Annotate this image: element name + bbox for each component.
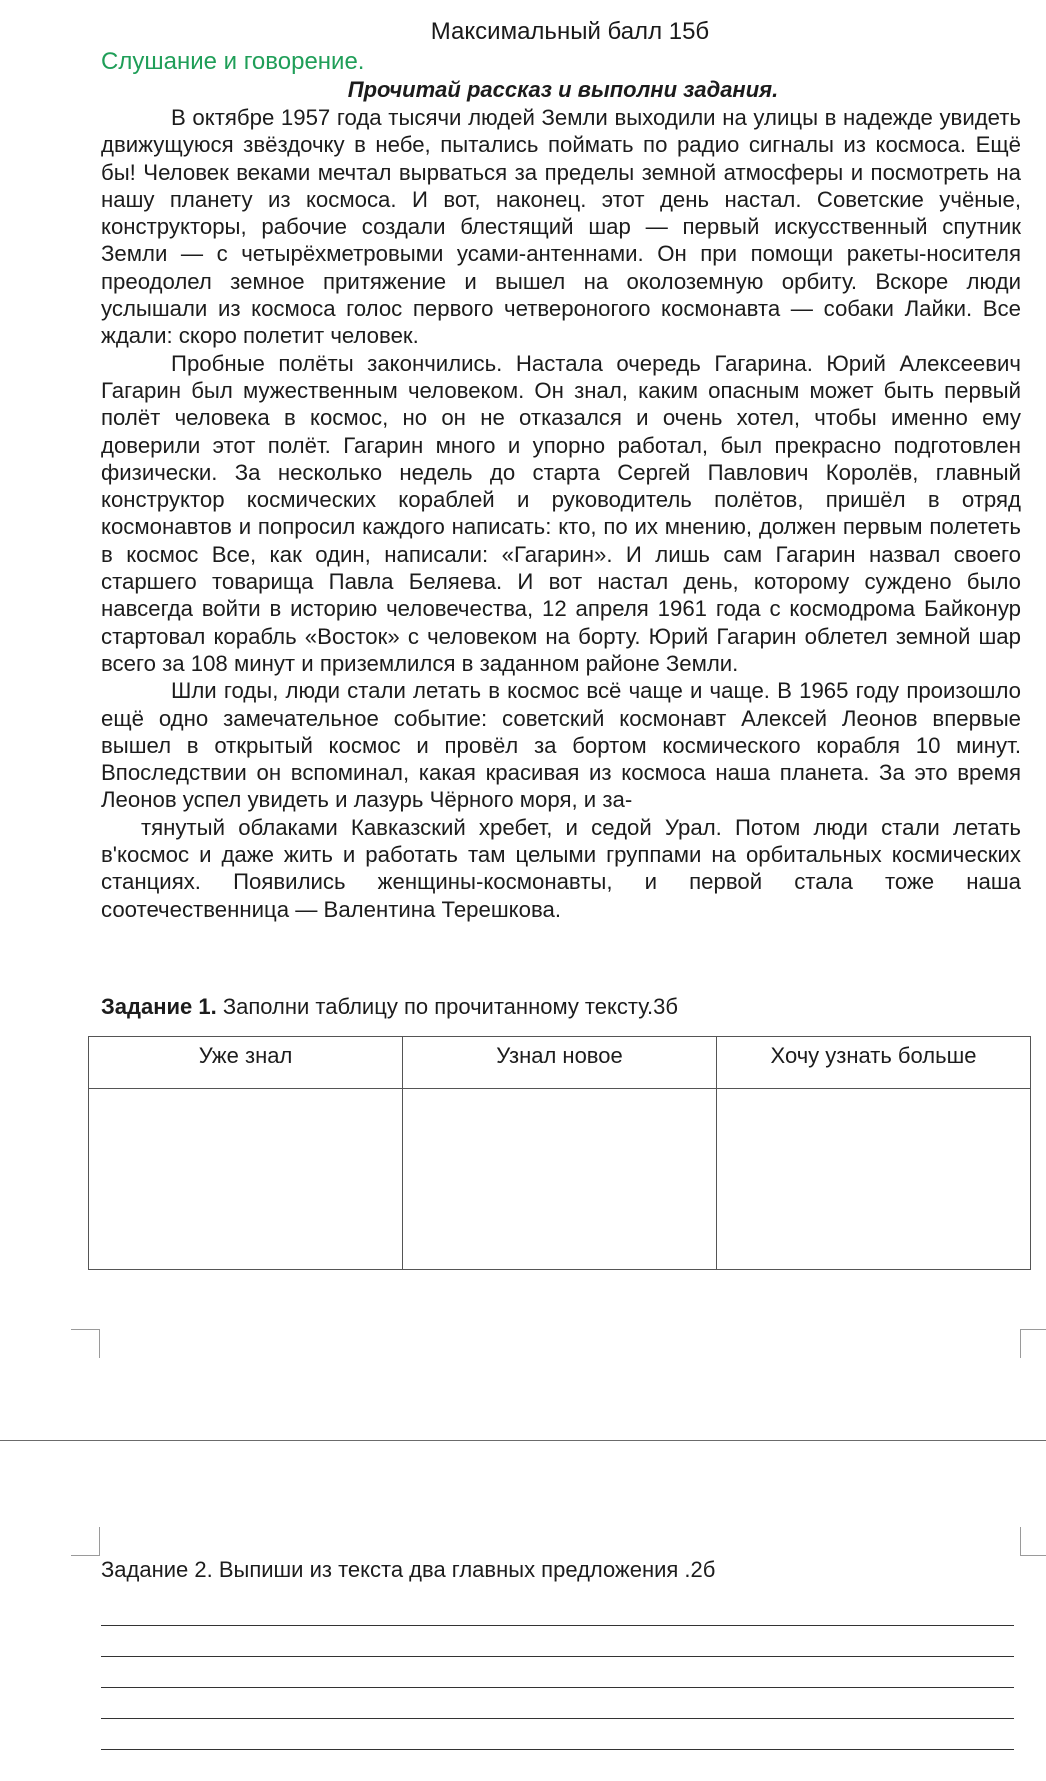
margin-corner-mark — [71, 1527, 100, 1556]
table-cell-want[interactable] — [717, 1089, 1031, 1270]
margin-corner-mark — [1020, 1527, 1046, 1556]
answer-line[interactable] — [101, 1718, 1014, 1719]
kwl-table — [88, 1036, 1031, 1270]
task1-heading — [101, 994, 678, 1020]
story-paragraph: тянутый облаками Кавказский хребет, и седой Урал. Потом люди стали летать в'космос и даже жить и работать там целыми группами на орбитальных космических станциях. Появились женщины-космонавты, и первой стала тоже наша соотечественница — Валентина Терешкова. — [101, 814, 1021, 922]
answer-line[interactable] — [101, 1749, 1014, 1750]
story-paragraph: В октябре 1957 года тысячи людей Земли выходили на улицы в надежде увидеть движущуюся звёздочку в небе, пытались поймать по радио сигналы из космоса. Ещё бы! Человек веками мечтал вырваться за пределы земной атмосферы и посмотреть на нашу планету из космоса. И вот, наконец. этот день настал. Советские учёные, конструкторы, рабочие создали блестящий шар — первый искусственный спутник Земли — с четырёхметровыми усами-антеннами. Он при помощи ракеты-носителя преодолел земное притяжение и вышел на околоземную орбиту. Вскоре люди услышали из космоса голос первого четвероногого космонавта — собаки Лайки. Все ждали: скоро полетит человек. — [101, 105, 1021, 349]
max-score-title: Максимальный балл 15б — [430, 18, 710, 45]
section-heading: Слушание и говорение. — [101, 48, 365, 75]
column-header-learned: Узнал новое — [403, 1037, 717, 1089]
story-text — [101, 104, 1021, 923]
page-break-line — [0, 1440, 1046, 1441]
table-cell-learned[interactable] — [403, 1089, 717, 1270]
table-cell-known[interactable] — [89, 1089, 403, 1270]
task1-label: Задание 1. — [101, 994, 217, 1019]
answer-line[interactable] — [101, 1625, 1014, 1626]
answer-line[interactable] — [101, 1656, 1014, 1657]
instruction-subtitle: Прочитай рассказ и выполни задания. — [347, 77, 779, 102]
task1-text: Заполни таблицу по прочитанному тексту.3б — [216, 994, 678, 1019]
task2-heading: Задание 2. Выпиши из текста два главных предложения .2б — [101, 1557, 716, 1582]
answer-line[interactable] — [101, 1687, 1014, 1688]
story-paragraph: Шли годы, люди стали летать в космос всё чаще и чаще. В 1965 году произошло ещё одно замечательное событие: советский космонавт Алексей Леонов впервые вышел в открытый космос и провёл за бортом космического корабля 10 минут. Впоследствии он вспоминал, какая красивая из космоса наша планета. За это время Леонов успел увидеть и лазурь Чёрного моря, и за- — [101, 678, 1021, 813]
column-header-known: Уже знал — [89, 1037, 403, 1089]
margin-corner-mark — [1020, 1329, 1046, 1358]
story-paragraph: Пробные полёты закончились. Настала очередь Гагарина. Юрий Алексеевич Гагарин был мужественным человеком. Он знал, каким опасным может быть первый полёт человека в космос, но он не отказался и очень хотел, чтобы именно ему доверили этот полёт. Гагарин много и упорно работал, был прекрасно подготовлен физически. За несколько недель до старта Сергей Павлович Королёв, главный конструктор космических кораблей и руководитель полётов, пришёл в отряд космонавтов и попросил каждого написать: кто, по их мнению, должен первым полететь в космос Все, как один, написали: «Гагарин». И лишь сам Гагарин назвал своего старшего товарища Павла Беляева. И вот настал день, которому суждено было навсегда войти в историю человечества, 12 апреля 1961 года с космодрома Байконур стартовал корабль «Восток» с человеком на борту. Юрий Гагарин облетел земной шар всего за 108 минут и приземлился в заданном районе Земли. — [101, 350, 1021, 676]
column-header-want: Хочу узнать больше — [717, 1037, 1031, 1089]
margin-corner-mark — [71, 1329, 100, 1358]
